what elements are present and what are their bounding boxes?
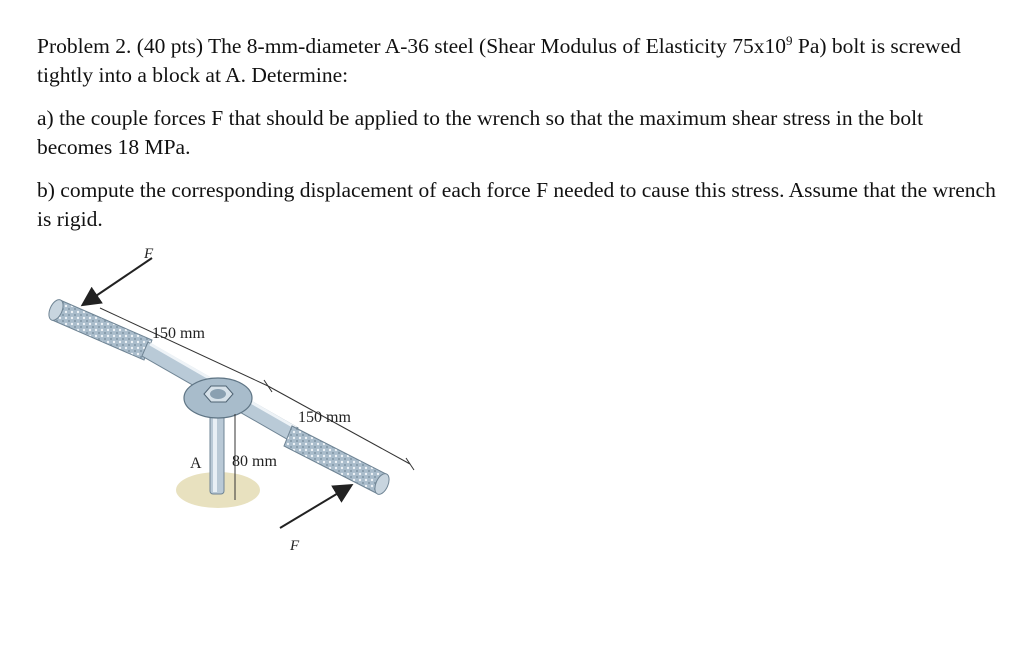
wrench-diagram xyxy=(40,238,440,568)
dim-label-right: 150 mm xyxy=(298,409,351,426)
part-a: a) the couple forces F that should be applied to the wrench so that the maximum shear stress in the bolt becomes 18 MPa. xyxy=(37,106,924,160)
problem-intro-prefix: Problem 2. (40 pts) The 8-mm-diameter A-36 steel (Shear Modulus of Elasticity 75x10 xyxy=(37,34,786,59)
force-label-bottom: F xyxy=(290,538,300,554)
wrench-figure xyxy=(40,238,440,568)
point-a-label: A xyxy=(190,455,202,472)
problem-intro-suffix: Pa) bolt is screwed tightly into a block at A. Determine: xyxy=(37,34,961,88)
part-b: b) compute the corresponding displacement of each force F needed to cause this stress. Assume that the wrench is rigid. xyxy=(37,178,996,232)
exponent: 9 xyxy=(785,33,793,48)
force-label-top: F xyxy=(144,246,154,262)
force-arrow-bottom xyxy=(280,486,350,528)
right-grip xyxy=(284,426,392,496)
dim-label-left: 150 mm xyxy=(152,325,205,342)
dim-label-bolt: 80 mm xyxy=(232,453,277,470)
wrench-head xyxy=(184,378,252,418)
problem-statement xyxy=(37,26,997,248)
left-grip xyxy=(46,298,152,360)
force-arrow-top xyxy=(84,258,152,304)
problem-intro xyxy=(37,26,997,90)
